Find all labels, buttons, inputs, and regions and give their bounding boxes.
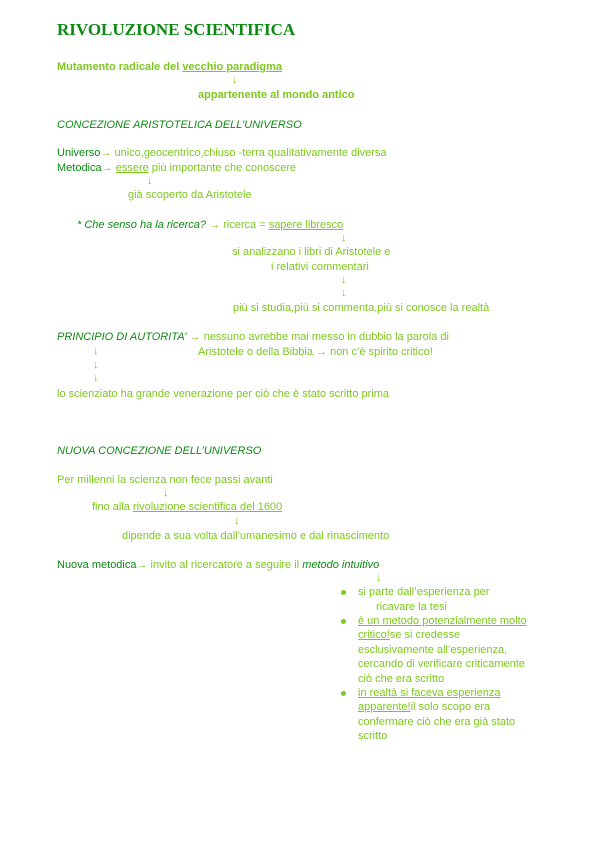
millenni-text: Per millenni la scienza non fece passi avanti <box>57 474 273 486</box>
bullet3-rest: il solo scopo era confermare ciò che era già stato scritto <box>358 701 516 743</box>
down-arrow-icon: ↓ <box>341 287 347 299</box>
universo-text: unico,geocentrico,chiuso -terra qualitativamente diversa <box>111 147 387 159</box>
universo-line <box>57 146 387 160</box>
ricerca-line <box>77 218 343 232</box>
bullet1-text: si parte dall’esperienza per <box>358 586 490 598</box>
arrow-right-icon: → <box>209 219 221 231</box>
bullet3-underlined: in realtà si faceva esperienza apparente! <box>358 687 501 714</box>
down-arrow-icon: ↓ <box>341 274 347 286</box>
metodica-line <box>57 161 296 175</box>
bullet-icon <box>341 619 346 624</box>
nuova-metodica-line <box>57 558 379 572</box>
autorita-text3: non c’è spirito critico! <box>327 346 433 358</box>
conclusion-text: lo scienziato ha grande venerazione per ciò che è stato scritto prima <box>57 388 390 400</box>
fino-text: fino alla <box>92 501 133 513</box>
metodica-label: Metodica <box>57 162 102 174</box>
intro-line1 <box>57 60 282 74</box>
scoperto-text: già scoperto da Aristotele <box>128 189 252 201</box>
autorita-text2: Aristotele o della Bibbia <box>198 346 317 358</box>
down-arrow-icon: ↓ <box>93 359 99 371</box>
down-arrow-icon: ↓ <box>376 572 382 584</box>
autorita-line1 <box>57 330 449 344</box>
arrow-right-icon: → <box>101 162 113 174</box>
arrow-right-icon: → <box>316 346 328 358</box>
bullet2-underlined: è un metodo potenzialmente molto critico! <box>358 615 527 642</box>
metodica-text: più importante che conoscere <box>148 162 297 174</box>
intro-text: Mutamento radicale del <box>57 61 183 73</box>
question-text: * Che senso ha la ricerca? <box>77 219 207 231</box>
vecchio-paradigma-link: vecchio paradigma <box>182 61 282 73</box>
autorita-text1: nessuno avrebbe mai messo in dubbio la parola di <box>200 331 449 343</box>
down-arrow-icon: ↓ <box>147 175 153 187</box>
nuova-metodica-text: invito al ricercatore a seguire il <box>147 559 303 571</box>
bullet2-text <box>358 614 528 686</box>
down-arrow-icon: ↓ <box>93 372 99 384</box>
down-arrow-icon: ↓ <box>234 515 240 527</box>
arrow-right-icon: → <box>100 147 112 159</box>
autorita-label: PRINCIPIO DI AUTORITA’ <box>57 331 187 343</box>
down-arrow-icon: ↓ <box>232 74 238 86</box>
page-title: RIVOLUZIONE SCIENTIFICA <box>57 20 296 39</box>
bullet-icon <box>341 590 346 595</box>
nuova-metodica-label: Nuova metodica <box>57 559 137 571</box>
bullet2-rest: se si credesse esclusivamente all’esperienza, cercando di verificare criticamente ciò che era scritto <box>358 629 525 685</box>
section-heading-aristotele: CONCEZIONE ARISTOTELICA DELL’UNIVERSO <box>57 119 302 131</box>
rivoluzione-text: rivoluzione scientifica del 1600 <box>132 501 283 513</box>
down-arrow-icon: ↓ <box>93 345 99 357</box>
section-heading-nuova: NUOVA CONCEZIONE DELL’UNIVERSO <box>57 445 262 457</box>
fino-line <box>92 500 282 514</box>
intro-line2: appartenente al mondo antico <box>198 89 355 101</box>
metodo-intuitivo-text: metodo intuitivo <box>302 559 380 571</box>
studia-text: più si studia,più si commenta,più si conosce la realtà <box>233 302 490 314</box>
down-arrow-icon: ↓ <box>341 232 347 244</box>
arrow-right-icon: → <box>189 331 201 343</box>
commentari-text: i relativi commentari <box>271 261 369 273</box>
bullet3-text <box>358 686 528 744</box>
arrow-right-icon: → <box>136 559 148 571</box>
ricerca-text: ricerca = <box>220 219 269 231</box>
sapere-libresco-text: sapere libresco <box>268 219 344 231</box>
dipende-text: dipende a sua volta dall’umanesimo e dal rinascimento <box>122 530 390 542</box>
down-arrow-icon: ↓ <box>163 487 169 499</box>
essere-text: essere <box>115 162 149 174</box>
analizzano-text: si analizzano i libri di Aristotele e <box>232 246 391 258</box>
universo-label: Universo <box>57 147 101 159</box>
bullet1b-text: ricavare la tesi <box>376 601 447 613</box>
bullet-icon <box>341 691 346 696</box>
autorita-line2 <box>198 345 433 359</box>
